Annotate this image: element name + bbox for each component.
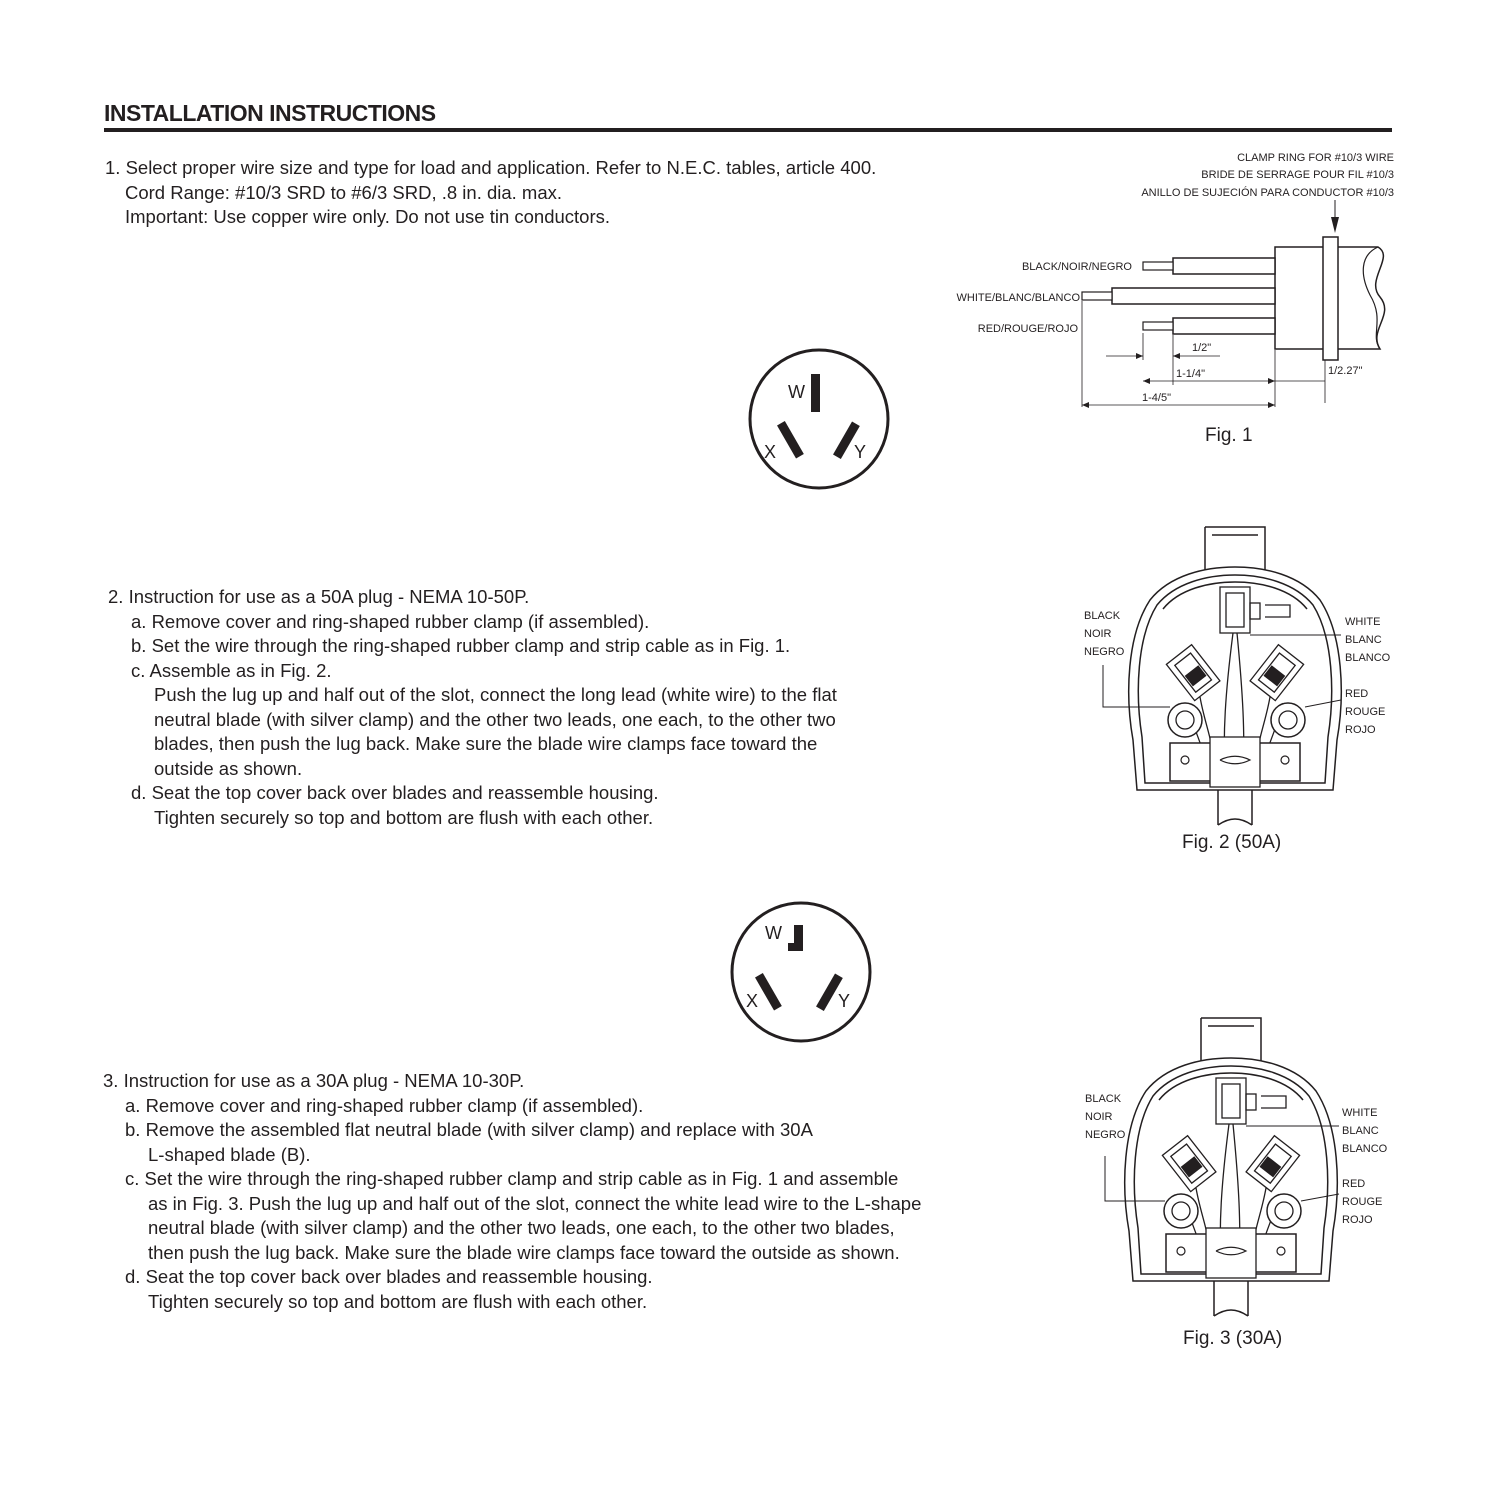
fig1-wire-strip-diagram bbox=[940, 145, 1400, 425]
fig3-caption: Fig. 3 (30A) bbox=[1183, 1328, 1283, 1349]
fig3-black-label: NOIR bbox=[1085, 1111, 1113, 1123]
fig3-red-label: ROJO bbox=[1342, 1214, 1373, 1226]
fig3-black-label: BLACK bbox=[1085, 1093, 1122, 1105]
fig2-red-label: ROUGE bbox=[1345, 706, 1386, 718]
fig2-black-label: NOIR bbox=[1084, 628, 1112, 640]
step-3-d-detail: Tighten securely so top and bottom are flush with each other. bbox=[148, 1290, 648, 1312]
dim-four-fifths-label: 1-4/5" bbox=[1142, 392, 1171, 404]
dim-half-label: 1/2" bbox=[1192, 342, 1212, 354]
fig1-caption: Fig. 1 bbox=[1205, 425, 1253, 446]
fig2-black-label: NEGRO bbox=[1084, 646, 1125, 658]
step-3-b-detail: L-shaped blade (B). bbox=[148, 1143, 311, 1165]
label-w: W bbox=[765, 923, 782, 943]
neutral-clamp bbox=[1216, 1078, 1286, 1124]
step-2 bbox=[108, 585, 837, 830]
step-2-a: a. Remove cover and ring-shaped rubber clamp (if assembled). bbox=[131, 610, 650, 632]
clamp-label-fr: BRIDE DE SERRAGE POUR FIL #10/3 bbox=[1201, 169, 1394, 181]
step-2-d: d. Seat the top cover back over blades and reassemble housing. bbox=[131, 782, 659, 803]
label-x: X bbox=[746, 991, 759, 1011]
wire-black-label: BLACK/NOIR/NEGRO bbox=[1021, 261, 1132, 273]
wire-red-label: RED/ROUGE/ROJO bbox=[977, 323, 1078, 335]
blade-clamp-right bbox=[1250, 645, 1304, 701]
wire-white-label: WHITE/BLANC/BLANCO bbox=[956, 292, 1080, 304]
fig2-caption: Fig. 2 (50A) bbox=[1182, 832, 1282, 853]
page-title: INSTALLATION INSTRUCTIONS bbox=[104, 100, 436, 126]
step-3-c: c. Set the wire through the ring-shaped rubber clamp and strip cable as in Fig. 1 and assemble bbox=[125, 1168, 899, 1189]
clamp-label-es: ANILLO DE SUJECIÓN PARA CONDUCTOR #10/3 bbox=[1141, 187, 1394, 199]
step-3 bbox=[103, 1069, 921, 1314]
step-2-c-detail: outside as shown. bbox=[154, 757, 303, 779]
label-y: Y bbox=[854, 442, 867, 462]
label-w: W bbox=[788, 382, 805, 402]
fig2-white-label: WHITE bbox=[1345, 616, 1381, 628]
step-3-d: d. Seat the top cover back over blades and reassemble housing. bbox=[125, 1266, 653, 1287]
step-2-c-detail: blades, then push the lug back. Make sure the blade wire clamps face toward the bbox=[154, 733, 818, 754]
blade-clamp-left bbox=[1162, 1136, 1216, 1192]
fig3-red-label: ROUGE bbox=[1342, 1196, 1383, 1208]
fig2-plug-assembly bbox=[1075, 525, 1415, 845]
step-1-line: Important: Use copper wire only. Do not use tin conductors. bbox=[125, 206, 611, 227]
step-3-b: b. Remove the assembled flat neutral blade (with silver clamp) and replace with 30A bbox=[125, 1119, 813, 1140]
fig3-black-label: NEGRO bbox=[1085, 1129, 1126, 1141]
step-2-c-detail: Push the lug up and half out of the slot, connect the long lead (white wire) to the flat bbox=[154, 684, 837, 705]
fig2-white-label: BLANC bbox=[1345, 634, 1382, 646]
step-3-c-detail: neutral blade (with silver clamp) and the other two leads, one each, to the other two blades, bbox=[148, 1217, 895, 1238]
fig2-white-label: BLANCO bbox=[1345, 652, 1391, 664]
fig3-white-label: WHITE bbox=[1342, 1107, 1378, 1119]
step-1 bbox=[105, 156, 876, 230]
step-2-c: c. Assemble as in Fig. 2. bbox=[131, 659, 332, 681]
step-1-line: 1. Select proper wire size and type for load and application. Refer to N.E.C. tables, article 400. bbox=[105, 157, 877, 178]
step-2-heading: 2. Instruction for use as a 50A plug - NEMA 10-50P. bbox=[108, 586, 530, 607]
neutral-clamp bbox=[1220, 587, 1290, 633]
clamp-label-en: CLAMP RING FOR #10/3 WIRE bbox=[1237, 152, 1394, 164]
blade-clamp-right bbox=[1246, 1136, 1300, 1192]
step-3-c-detail: as in Fig. 3. Push the lug up and half out of the slot, connect the white lead wire to the L-shape bbox=[148, 1192, 922, 1214]
step-3-c-detail: then push the lug back. Make sure the blade wire clamps face toward the outside as shown. bbox=[148, 1241, 900, 1263]
step-2-d-detail: Tighten securely so top and bottom are flush with each other. bbox=[154, 806, 654, 828]
fig3-plug-assembly bbox=[1075, 1016, 1415, 1336]
fig2-red-label: RED bbox=[1345, 688, 1369, 700]
label-y: Y bbox=[838, 991, 851, 1011]
title-rule bbox=[104, 128, 1392, 132]
step-1-line: Cord Range: #10/3 SRD to #6/3 SRD, .8 in. dia. max. bbox=[125, 181, 563, 203]
step-3-heading: 3. Instruction for use as a 30A plug - NEMA 10-30P. bbox=[103, 1070, 525, 1091]
nema-10-50-face bbox=[746, 346, 892, 492]
fig3-white-label: BLANCO bbox=[1342, 1143, 1388, 1155]
step-2-c-detail: neutral blade (with silver clamp) and the other two leads, one each, to the other two bbox=[154, 708, 836, 730]
step-3-a: a. Remove cover and ring-shaped rubber clamp (if assembled). bbox=[125, 1094, 644, 1116]
blade-clamp-left bbox=[1166, 645, 1220, 701]
dim-one-quarter-label: 1-1/4" bbox=[1176, 368, 1205, 380]
fig2-black-label: BLACK bbox=[1084, 610, 1121, 622]
dim-clamp-label: 1/2.27" bbox=[1328, 365, 1363, 377]
fig3-white-label: BLANC bbox=[1342, 1125, 1379, 1137]
fig3-red-label: RED bbox=[1342, 1178, 1366, 1190]
label-x: X bbox=[764, 442, 777, 462]
neutral-blade-flat bbox=[811, 374, 820, 412]
step-2-b: b. Set the wire through the ring-shaped rubber clamp and strip cable as in Fig. 1. bbox=[131, 635, 791, 656]
nema-10-30-face bbox=[728, 899, 874, 1045]
fig2-red-label: ROJO bbox=[1345, 724, 1376, 736]
